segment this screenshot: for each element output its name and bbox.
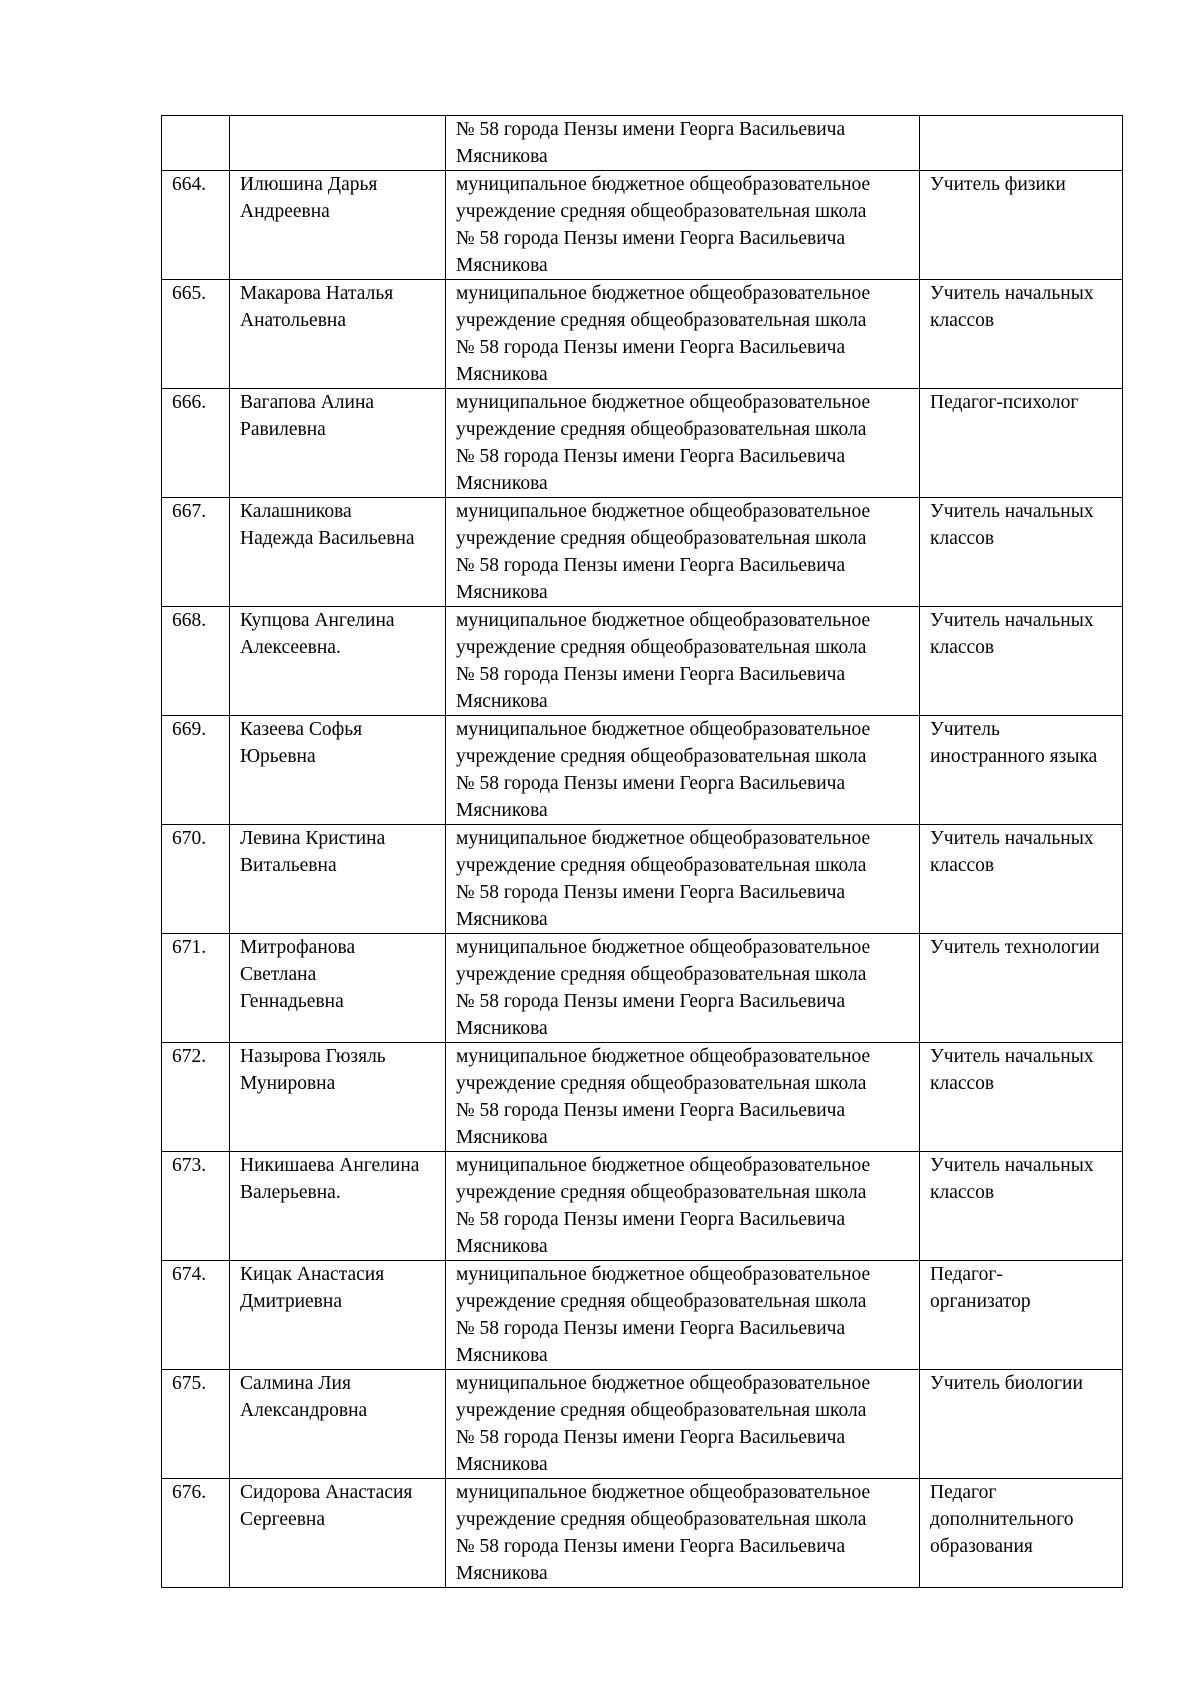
cell-name: Назырова Гюзяль Мунировна <box>230 1043 446 1152</box>
cell-position: Учитель начальных классов <box>920 280 1123 389</box>
cell-organization: муниципальное бюджетное общеобразовательное учреждение средняя общеобразовательная школа № 58 города Пензы имени Георга Васильевича Мясникова <box>446 1479 920 1588</box>
cell-name: Купцова Ангелина Алексеевна. <box>230 607 446 716</box>
cell-position: Учитель биологии <box>920 1370 1123 1479</box>
cell-organization: муниципальное бюджетное общеобразовательное учреждение средняя общеобразовательная школа № 58 города Пензы имени Георга Васильевича Мясникова <box>446 280 920 389</box>
table-row <box>162 498 1123 607</box>
cell-position: Учитель технологии <box>920 934 1123 1043</box>
cell-position: Учитель начальных классов <box>920 1152 1123 1261</box>
table-row <box>162 934 1123 1043</box>
table-row <box>162 280 1123 389</box>
cell-position: Учитель начальных классов <box>920 825 1123 934</box>
cell-name <box>230 116 446 171</box>
cell-position: Учитель начальных классов <box>920 607 1123 716</box>
table-row <box>162 716 1123 825</box>
cell-position <box>920 116 1123 171</box>
cell-position: Учитель иностранного языка <box>920 716 1123 825</box>
table-row <box>162 1152 1123 1261</box>
cell-name: Митрофанова Светлана Геннадьевна <box>230 934 446 1043</box>
table-row <box>162 1370 1123 1479</box>
cell-organization: муниципальное бюджетное общеобразовательное учреждение средняя общеобразовательная школа № 58 города Пензы имени Георга Васильевича Мясникова <box>446 1370 920 1479</box>
cell-position: Педагог дополнительного образования <box>920 1479 1123 1588</box>
table-row <box>162 607 1123 716</box>
table-row <box>162 1479 1123 1588</box>
cell-position: Педагог- организатор <box>920 1261 1123 1370</box>
cell-name: Салмина Лия Александровна <box>230 1370 446 1479</box>
cell-organization: муниципальное бюджетное общеобразовательное учреждение средняя общеобразовательная школа № 58 города Пензы имени Георга Васильевича Мясникова <box>446 171 920 280</box>
cell-number: 671. <box>162 934 230 1043</box>
cell-position: Учитель начальных классов <box>920 1043 1123 1152</box>
cell-position: Учитель физики <box>920 171 1123 280</box>
cell-organization: муниципальное бюджетное общеобразовательное учреждение средняя общеобразовательная школа № 58 города Пензы имени Георга Васильевича Мясникова <box>446 1152 920 1261</box>
table-row <box>162 171 1123 280</box>
cell-name: Казеева Софья Юрьевна <box>230 716 446 825</box>
cell-number: 668. <box>162 607 230 716</box>
cell-organization: муниципальное бюджетное общеобразовательное учреждение средняя общеобразовательная школа № 58 города Пензы имени Георга Васильевича Мясникова <box>446 825 920 934</box>
staff-table <box>161 115 1123 1588</box>
cell-name: Макарова Наталья Анатольевна <box>230 280 446 389</box>
cell-position: Учитель начальных классов <box>920 498 1123 607</box>
cell-number: 665. <box>162 280 230 389</box>
cell-name: Илюшина Дарья Андреевна <box>230 171 446 280</box>
cell-name: Сидорова Анастасия Сергеевна <box>230 1479 446 1588</box>
cell-number: 667. <box>162 498 230 607</box>
cell-organization: муниципальное бюджетное общеобразовательное учреждение средняя общеобразовательная школа № 58 города Пензы имени Георга Васильевича Мясникова <box>446 607 920 716</box>
cell-organization: муниципальное бюджетное общеобразовательное учреждение средняя общеобразовательная школа № 58 города Пензы имени Георга Васильевича Мясникова <box>446 716 920 825</box>
cell-number: 674. <box>162 1261 230 1370</box>
cell-name: Никишаева Ангелина Валерьевна. <box>230 1152 446 1261</box>
cell-number: 672. <box>162 1043 230 1152</box>
cell-name: Калашникова Надежда Васильевна <box>230 498 446 607</box>
cell-position: Педагог-психолог <box>920 389 1123 498</box>
cell-number: 670. <box>162 825 230 934</box>
cell-organization: муниципальное бюджетное общеобразовательное учреждение средняя общеобразовательная школа № 58 города Пензы имени Георга Васильевича Мясникова <box>446 498 920 607</box>
table-row-continuation <box>162 116 1123 171</box>
cell-name: Вагапова Алина Равилевна <box>230 389 446 498</box>
cell-organization: муниципальное бюджетное общеобразовательное учреждение средняя общеобразовательная школа № 58 города Пензы имени Георга Васильевича Мясникова <box>446 1261 920 1370</box>
cell-number: 676. <box>162 1479 230 1588</box>
cell-number: 669. <box>162 716 230 825</box>
cell-number: 675. <box>162 1370 230 1479</box>
cell-organization: № 58 города Пензы имени Георга Васильевича Мясникова <box>446 116 920 171</box>
cell-number: 673. <box>162 1152 230 1261</box>
staff-table-body <box>162 116 1123 1588</box>
cell-organization: муниципальное бюджетное общеобразовательное учреждение средняя общеобразовательная школа № 58 города Пензы имени Георга Васильевича Мясникова <box>446 389 920 498</box>
cell-name: Левина Кристина Витальевна <box>230 825 446 934</box>
table-row <box>162 1261 1123 1370</box>
cell-name: Кицак Анастасия Дмитриевна <box>230 1261 446 1370</box>
table-row <box>162 389 1123 498</box>
cell-organization: муниципальное бюджетное общеобразовательное учреждение средняя общеобразовательная школа № 58 города Пензы имени Георга Васильевича Мясникова <box>446 934 920 1043</box>
cell-number: 666. <box>162 389 230 498</box>
cell-number: 664. <box>162 171 230 280</box>
cell-organization: муниципальное бюджетное общеобразовательное учреждение средняя общеобразовательная школа № 58 города Пензы имени Георга Васильевича Мясникова <box>446 1043 920 1152</box>
cell-number <box>162 116 230 171</box>
table-row <box>162 825 1123 934</box>
table-row <box>162 1043 1123 1152</box>
